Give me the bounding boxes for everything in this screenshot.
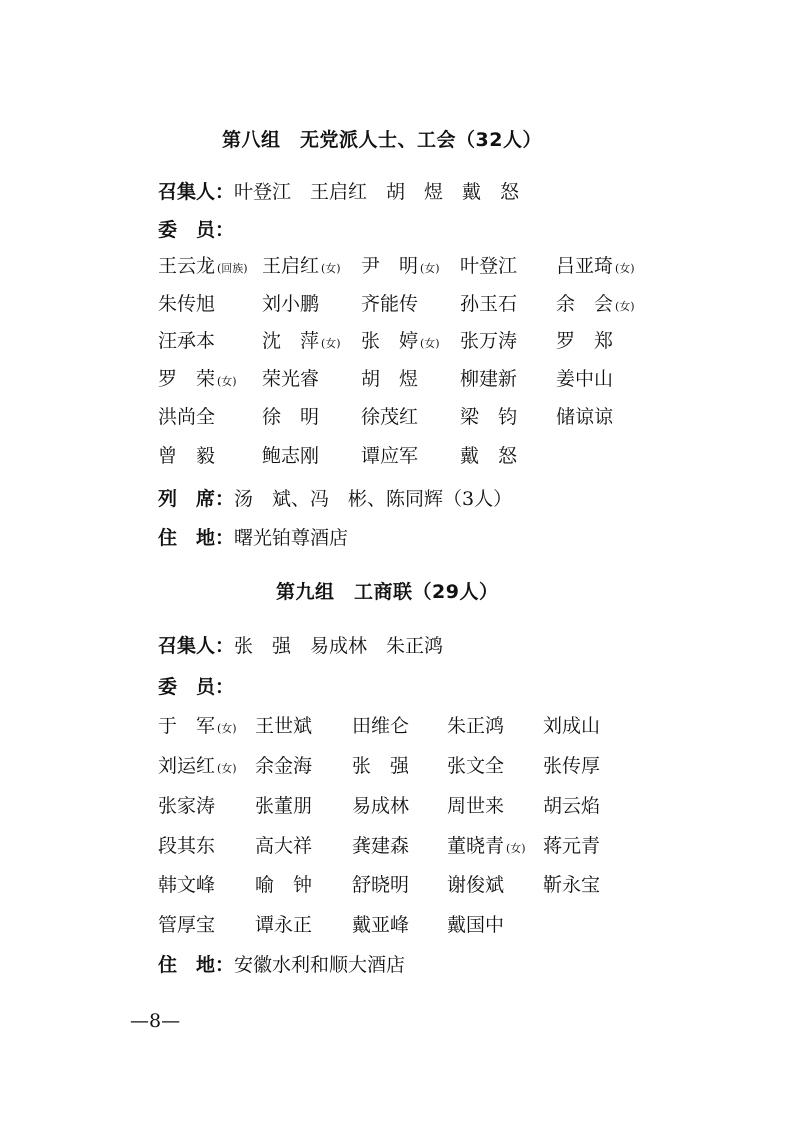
member-name-cell [361,441,418,468]
member-name: 罗 荣 [158,368,216,390]
member-name: 董晓青 [447,835,505,857]
member-name: 余金海 [255,755,313,777]
group8-attend-label: 列 席： [158,488,235,510]
group9-residence-label: 住 地： [158,954,235,976]
member-note: (女) [321,262,341,275]
member-name-cell [255,831,312,858]
member-row [0,751,793,777]
member-row [0,289,793,315]
member-note: (女) [420,337,440,350]
member-name: 余 会 [556,293,614,315]
member-name-cell [556,364,613,391]
member-name-cell [460,402,517,429]
member-name-cell [352,751,409,778]
member-note: (女) [506,842,526,855]
member-name: 喻 钟 [255,874,313,896]
member-name: 胡云焰 [543,795,601,817]
group8-convener-label: 召集人： [158,181,235,203]
group8-residence-line [158,523,348,550]
member-name: 荣光睿 [262,368,320,390]
member-name-cell [543,831,600,858]
member-name-cell [255,711,312,738]
member-name-cell [158,711,237,738]
member-name-cell [447,870,504,897]
member-row [0,831,793,857]
member-name-cell [255,910,312,937]
member-name: 张 强 [352,755,410,777]
member-name: 段其东 [158,835,216,857]
member-name-cell [352,870,409,897]
member-name: 储谅谅 [556,406,614,428]
member-name: 王世斌 [255,715,313,737]
member-name-cell [543,711,600,738]
group9-members-label: 委 员： [158,676,235,698]
member-name-cell [262,441,319,468]
member-name: 谢俊斌 [447,874,505,896]
group8-conveners-line [158,177,519,204]
member-name: 孙玉石 [460,293,518,315]
member-note: (女) [321,337,341,350]
member-name: 梁 钧 [460,406,518,428]
member-name-cell [262,289,319,316]
member-name: 于 军 [158,715,216,737]
member-name-cell [460,251,517,278]
member-row [0,251,793,277]
member-name: 谭永正 [255,914,313,936]
member-name-cell [262,326,341,353]
member-name: 鲍志刚 [262,445,320,467]
member-name-cell [158,751,237,778]
member-note: (女) [615,300,635,313]
group8-residence-label: 住 地： [158,527,235,549]
member-name-cell [447,711,504,738]
member-name: 张文全 [447,755,505,777]
group8-attendees-line [158,484,512,511]
member-name: 胡 煜 [361,368,419,390]
member-row [0,326,793,352]
member-name: 易成林 [352,795,410,817]
member-row [0,791,793,817]
member-name-cell [447,751,504,778]
member-name-cell [158,402,215,429]
member-name: 王启红 [262,255,320,277]
member-name-cell [158,870,215,897]
member-name: 张家涛 [158,795,216,817]
member-name: 刘小鹏 [262,293,320,315]
member-name: 王云龙 [158,255,216,277]
member-name-cell [447,791,504,818]
member-name: 曾 毅 [158,445,216,467]
group9-conveners-line [158,631,443,658]
member-name: 舒晓明 [352,874,410,896]
member-name-cell [361,251,440,278]
member-name-cell [556,326,613,353]
member-name-cell [543,751,600,778]
member-name-cell [255,751,312,778]
member-name-cell [460,326,517,353]
member-name-cell [262,402,319,429]
member-name-cell [255,870,312,897]
member-name-cell [158,441,215,468]
member-name-cell [352,831,409,858]
member-name: 张传厚 [543,755,601,777]
member-name: 蒋元青 [543,835,601,857]
member-name: 朱传旭 [158,293,216,315]
member-name-cell [460,289,517,316]
group9-residence: 安徽水利和顺大酒店 [234,954,406,976]
group9-conveners: 张 强 易成林 朱正鸿 [234,635,444,657]
member-note: (回族) [217,262,248,275]
member-name: 柳建新 [460,368,518,390]
member-name: 汪承本 [158,330,216,352]
member-name-cell [352,791,409,818]
member-note: (女) [217,762,237,775]
member-name: 周世来 [447,795,505,817]
member-name-cell [262,364,319,391]
member-name: 徐 明 [262,406,320,428]
group8-residence: 曙光铂尊酒店 [234,527,349,549]
member-name-cell [262,251,341,278]
member-name-cell [556,251,635,278]
member-note: (女) [217,722,237,735]
member-name: 戴国中 [447,914,505,936]
member-name-cell [361,289,418,316]
member-name-cell [352,711,409,738]
member-name-cell [158,289,215,316]
member-row [0,441,793,467]
member-name-cell [158,364,237,391]
group8-attendees: 汤 斌、冯 彬、陈同辉（3人） [234,488,513,510]
member-row [0,402,793,428]
member-name: 尹 明 [361,255,419,277]
member-name-cell [556,402,613,429]
member-note: (女) [420,262,440,275]
group9-title: 第九组 工商联（29人） [276,581,499,603]
member-name-cell [361,326,440,353]
member-name: 吕亚琦 [556,255,614,277]
member-name: 叶登江 [460,255,518,277]
member-row [0,364,793,390]
member-name-cell [352,910,409,937]
member-name-cell [543,870,600,897]
member-name: 沈 萍 [262,330,320,352]
group8-members-label: 委 员： [158,219,235,241]
member-name: 罗 郑 [556,330,614,352]
member-name: 靳永宝 [543,874,601,896]
member-name: 谭应军 [361,445,419,467]
member-note: (女) [615,262,635,275]
member-name-cell [158,251,248,278]
member-name: 齐能传 [361,293,419,315]
member-name-cell [158,831,215,858]
member-name: 徐茂红 [361,406,419,428]
member-name: 洪尚全 [158,406,216,428]
member-name: 高大祥 [255,835,313,857]
member-note: (女) [217,375,237,388]
member-name-cell [255,791,312,818]
member-name-cell [447,831,526,858]
member-name-cell [460,364,517,391]
member-name: 戴 怒 [460,445,518,467]
member-name: 田维仑 [352,715,410,737]
member-name-cell [158,791,215,818]
member-name: 刘成山 [543,715,601,737]
member-row [0,910,793,936]
member-name-cell [543,791,600,818]
group8-title: 第八组 无党派人士、工会（32人） [222,129,542,151]
member-name-cell [460,441,517,468]
member-name: 张董朋 [255,795,313,817]
member-name: 张万涛 [460,330,518,352]
member-name: 刘运红 [158,755,216,777]
group9-residence-line [158,950,405,977]
group8-conveners: 叶登江 王启红 胡 煜 戴 怒 [234,181,520,203]
member-name-cell [447,910,504,937]
member-name-cell [158,326,215,353]
member-name-cell [361,402,418,429]
member-name: 龚建森 [352,835,410,857]
member-row [0,711,793,737]
member-name: 管厚宝 [158,914,216,936]
member-name: 姜中山 [556,368,614,390]
member-name-cell [361,364,418,391]
member-name: 朱正鸿 [447,715,505,737]
page-number: —8— [130,1010,181,1032]
group9-convener-label: 召集人： [158,635,235,657]
member-name-cell [158,910,215,937]
member-name-cell [556,289,635,316]
member-name: 张 婷 [361,330,419,352]
member-name: 韩文峰 [158,874,216,896]
member-row [0,870,793,896]
member-name: 戴亚峰 [352,914,410,936]
